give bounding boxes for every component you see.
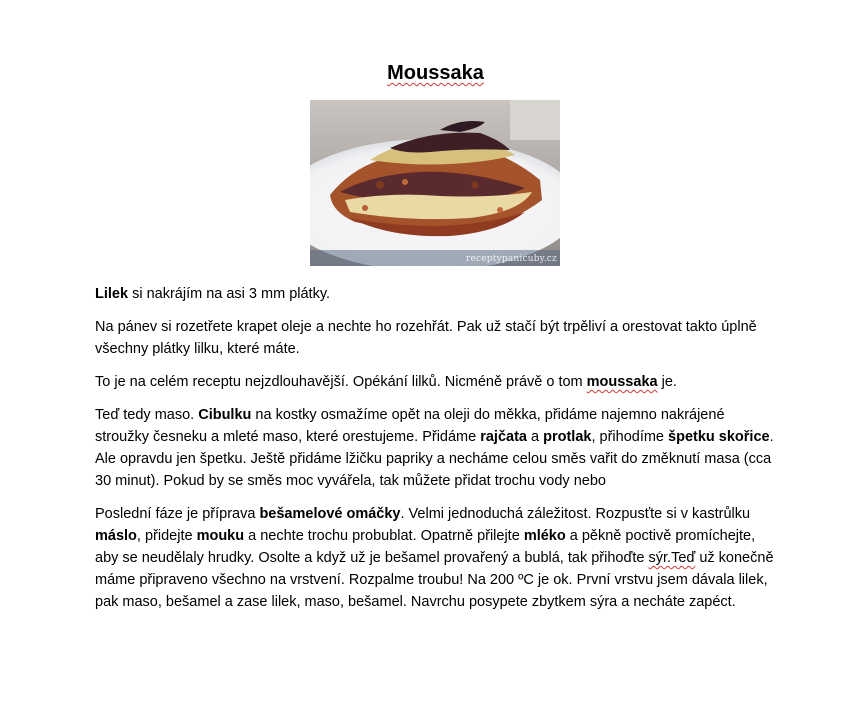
photo-watermark: receptypanicuby.cz <box>466 254 557 264</box>
text-run: si nakrájím na asi 3 mm plátky. <box>128 286 331 302</box>
text-run: sýr.Teď <box>648 550 696 566</box>
text-run: už konečně máme připraveno všechno na vrstvení. Rozpalme troubu! Na 200 ºC je ok. První vrstvu jsem dávala lilek, pak maso, bešamel a zase lilek, maso, bešamel. Navrchu posypete zbytkem sýra a necháte zapéct. <box>95 550 774 610</box>
recipe-title <box>0 60 851 86</box>
paragraph <box>95 316 775 360</box>
recipe-body <box>95 283 775 624</box>
text-run: . Velmi jednoduchá záležitost. Rozpusťte si v kastrůlku <box>400 506 751 522</box>
bold-run: máslo <box>95 528 137 544</box>
bold-run: mléko <box>523 528 566 544</box>
text-run: Poslední fáze je příprava <box>95 506 260 522</box>
moussaka-photo <box>310 100 560 266</box>
bold-run: Lilek <box>95 286 129 302</box>
text-run: To je na celém receptu nejzdlouhavější. Opékání lilků. Nicméně právě o tom <box>95 374 587 390</box>
text-run: je. <box>657 374 677 390</box>
paragraph <box>95 503 775 613</box>
text-run: a <box>526 429 544 445</box>
text-run: , přihodíme <box>591 429 669 445</box>
text-run: na kostky osmažíme opět na oleji do měkka, přidáme najemno nakrájené stroužky česneku a mleté maso, které orestujeme. Přidáme <box>95 407 725 445</box>
bold-run: moussaka <box>586 374 658 390</box>
bold-run: špetku skořice <box>668 429 770 445</box>
bold-run: rajčata <box>480 429 527 445</box>
paragraph <box>95 371 775 393</box>
text-run: , přidejte <box>136 528 197 544</box>
bold-run: protlak <box>543 429 592 445</box>
paragraph <box>95 283 775 305</box>
text-run: a pěkně poctivě promíchejte, aby se neudělaly hrudky. Osolte a když už je bešamel provařený a bublá, tak přihoďte <box>95 528 756 566</box>
bold-run: Cibulku <box>198 407 252 423</box>
text-run: a nechte trochu probublat. Opatrně přilejte <box>244 528 524 544</box>
text-run: Teď tedy maso. <box>95 407 199 423</box>
paragraph <box>95 404 775 492</box>
bold-run: mouku <box>196 528 245 544</box>
moussaka-photo-drawing <box>310 100 560 266</box>
text-run: Na pánev si rozetřete krapet oleje a nechte ho rozehřát. Pak už stačí být trpěliví a orestovat takto úplně všechny plátky lilku, které máte. <box>95 319 757 357</box>
recipe-title-text: Moussaka <box>387 62 484 84</box>
text-run: . Ale opravdu jen špetku. Ještě přidáme lžičku papriky a necháme celou směs vařit do změknutí masa (cca 30 minut). Pokud by se směs moc vyvářela, tak můžete přidat trochu vody nebo <box>95 429 774 489</box>
bold-run: bešamelové omáčky <box>259 506 401 522</box>
